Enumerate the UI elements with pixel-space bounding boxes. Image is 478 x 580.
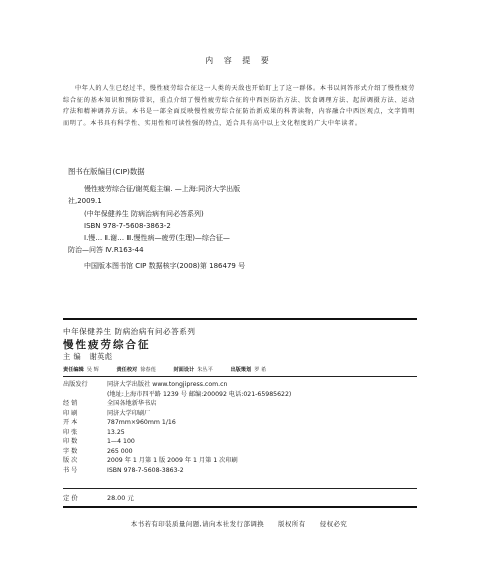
abstract-title: 内 容 提 要 <box>205 56 273 65</box>
editor-line <box>63 352 113 362</box>
divider <box>63 318 417 320</box>
credit-name: 罗 希 <box>254 367 267 373</box>
info-label: 印 数 <box>63 438 78 445</box>
credit-label: 责任校对 <box>116 367 138 373</box>
price-line <box>63 493 134 502</box>
notice-text: 版权所有 <box>278 520 306 528</box>
cip-line: ISBN 978-7-5608-3863-2 <box>84 221 171 230</box>
publication-info <box>63 380 291 475</box>
cip-block <box>68 166 408 273</box>
info-label: 经 销 <box>63 400 78 407</box>
credit-name: 朱丛平 <box>197 367 213 373</box>
divider <box>63 376 417 377</box>
cip-line: 慢性疲劳综合征/谢英彪主编. —上海:同济大学出版 <box>84 185 241 194</box>
editor-label: 主 编 <box>63 352 82 361</box>
book-title: 慢性疲劳综合征 <box>63 339 151 351</box>
price-label: 定 价 <box>63 494 78 502</box>
info-label: 字 数 <box>63 447 78 455</box>
publisher-label: 出版发行 <box>63 381 88 388</box>
credit-name: 徐春莲 <box>140 367 156 373</box>
info-value: 2009 年 1 月第 1 版 2009 年 1 月第 1 次印刷 <box>107 457 238 464</box>
cip-line: (中年保健养生 防病治病有问必答系列) <box>84 209 204 218</box>
cip-line: Ⅰ.慢… Ⅱ.谢… Ⅲ.慢性病—疲劳(生理)—综合征— <box>84 234 230 243</box>
divider <box>63 488 417 489</box>
info-value: 787mm×960mm 1/16 <box>107 419 176 426</box>
info-value: 全国各地新华书店 <box>107 400 157 407</box>
publisher-address: (地址:上海市四平路 1239 号 邮编:200092 电话:021-65985622) <box>107 390 292 398</box>
info-label: 印 刷 <box>63 409 78 417</box>
cip-line: 社,2009.1 <box>68 197 102 206</box>
notice-text: 本书若有印装质量问题,请向本社发行部调换 <box>130 520 265 528</box>
info-label: 版 次 <box>63 457 78 464</box>
info-label: 印 张 <box>63 428 78 436</box>
price-value: 28.00 元 <box>107 494 134 502</box>
abstract-body: 中年人的人生已经过半，慢性疲劳综合征这一人类的天敌也开始盯上了这一群体。本书以问答形式介绍了慢性疲劳综合征的基本知识和预防常识，重点介绍了慢性疲劳综合征的中西医防治方法、饮食调理方法、起居调摄方法、运动疗法和精神调养方法。本书是一部全面反映慢性疲劳综合征防治新成果的科普读物，内容融合中西医观点，文字简明而明了。本书具有科学性、实用性和可读性强的特点，适合具有高中以上文化程度的广大中年读者。 <box>63 85 415 127</box>
info-value: 13.25 <box>107 428 125 436</box>
copyright-notice <box>0 519 478 528</box>
info-value: 1—4 100 <box>107 438 135 445</box>
credit-label: 出版策划 <box>230 367 252 373</box>
info-value: 265 000 <box>107 447 133 455</box>
credit-label: 责任编辑 <box>63 367 84 373</box>
divider <box>63 506 417 508</box>
cip-heading: 图书在版编目(CIP)数据 <box>68 167 145 176</box>
info-label: 书 号 <box>63 466 78 474</box>
editor-name: 谢英彪 <box>89 352 113 361</box>
credit-name: 吴 辉 <box>86 367 99 373</box>
info-label: 开 本 <box>63 419 78 426</box>
info-value: 同济大学印刷厂 <box>107 409 151 417</box>
info-value: ISBN 978-7-5608-3863-2 <box>107 466 184 474</box>
credits-row <box>63 366 417 373</box>
notice-text: 侵权必究 <box>319 520 348 528</box>
publisher-value: 同济大学出版社 www.tongjipress.com.cn <box>107 381 228 388</box>
credit-label: 封面设计 <box>173 367 195 373</box>
series-name: 中年保健养生 防病治病有问必答系列 <box>63 327 196 336</box>
cip-record-number: 中国版本图书馆 CIP 数据核字(2008)第 186479 号 <box>84 262 246 271</box>
cip-line: 防治—问答 Ⅳ.R163-44 <box>68 246 144 255</box>
